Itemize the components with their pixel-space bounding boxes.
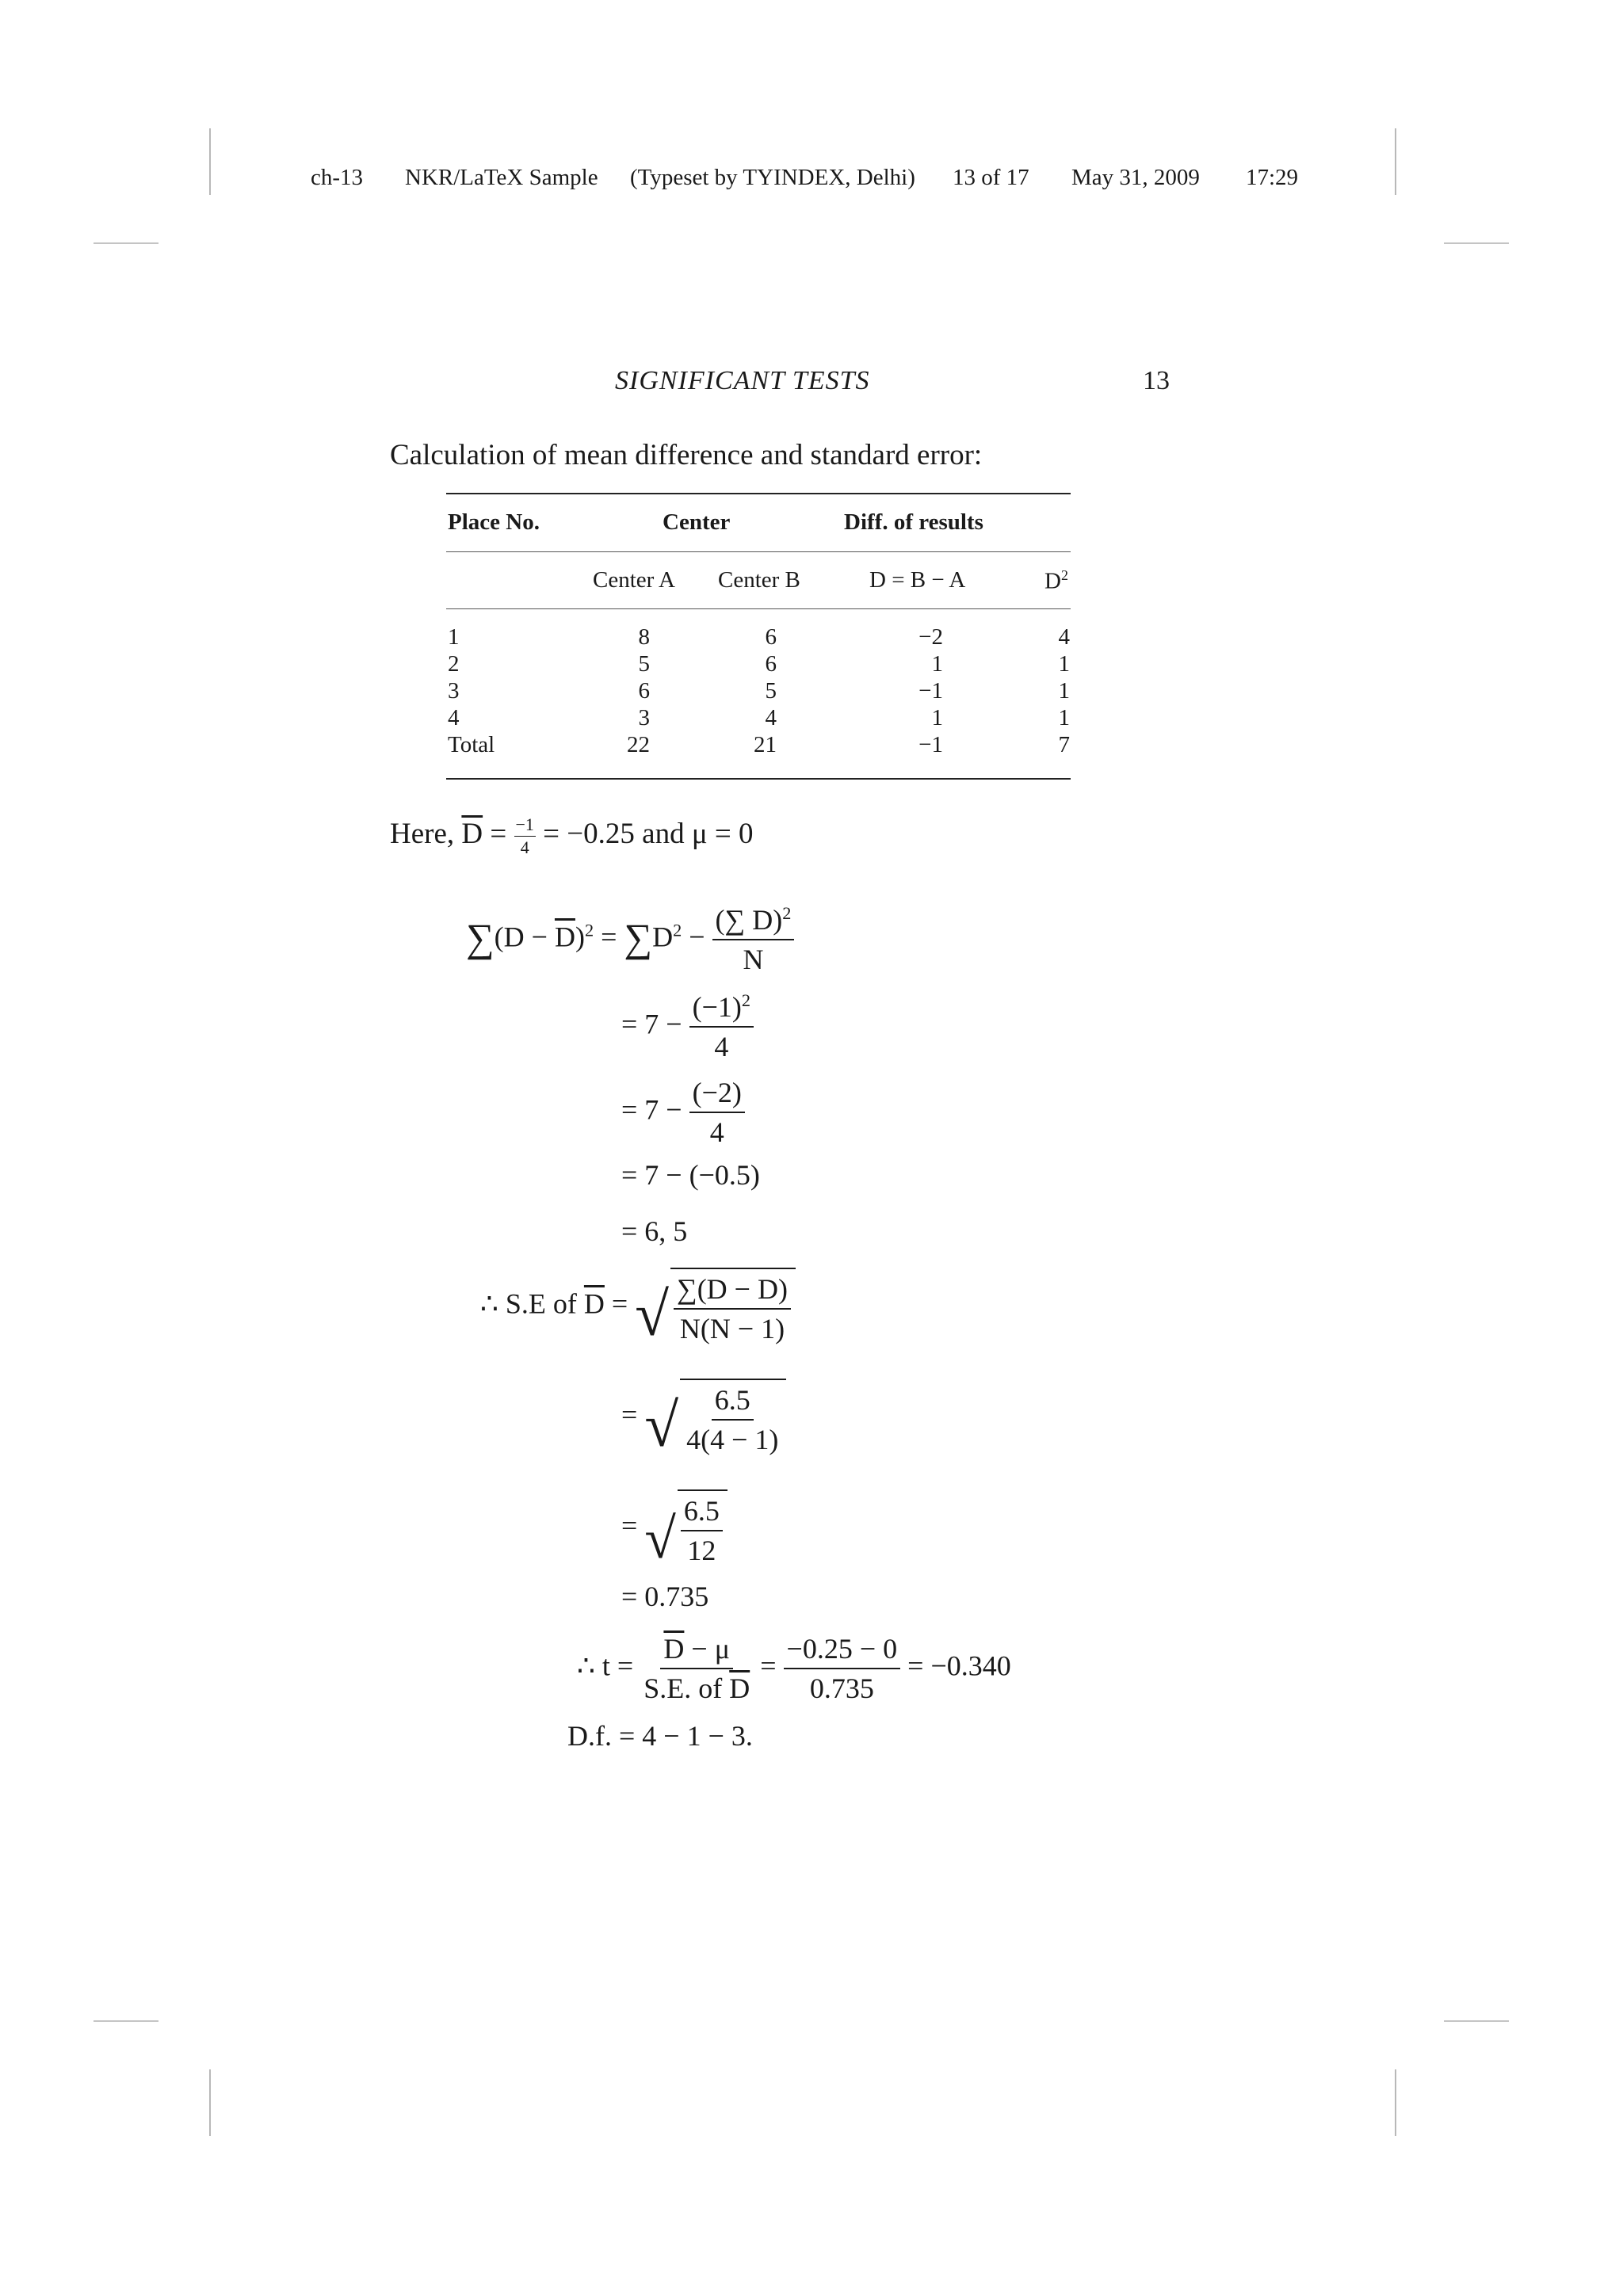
fraction: $\frac{6.5}{12}$: [681, 1494, 723, 1567]
th-place: Place No.: [448, 509, 540, 535]
fraction: $\frac{\sum(D - D)}{N(N - 1)}$: [674, 1272, 791, 1345]
crop-mark: [209, 2069, 211, 2136]
crop-mark: [94, 2020, 158, 2022]
crop-mark: [1444, 242, 1509, 244]
th-center: Center: [663, 509, 731, 535]
step-2: = 7 − $\frac{(-1)^2}{4}$: [621, 990, 754, 1063]
header-time: 17:29: [1246, 165, 1299, 190]
th-diff: Diff. of results: [844, 509, 983, 535]
place-cell: 3: [448, 678, 460, 704]
fraction: $\frac{(-1)^2}{4}$: [689, 990, 754, 1063]
crop-mark: [1444, 2020, 1509, 2022]
d2-cell: 1: [1058, 651, 1070, 677]
step-5: = 6, 5: [621, 1215, 688, 1247]
sqrt: √ $\frac{6.5}{12}$: [644, 1489, 727, 1567]
page-number: 13: [1143, 366, 1170, 395]
sum-squares-line: $\sum(D - \overline{D})^2 = \sum D^2$ − $\frac{(\sum D)^2}{N}$: [466, 903, 794, 976]
sh-d2: $D^2$: [1044, 567, 1068, 594]
table-sub-rule: [446, 608, 1071, 609]
d2-cell: 7: [1058, 732, 1070, 757]
place-cell: Total: [448, 732, 495, 757]
crop-mark: [94, 242, 158, 244]
t-statistic-line: ∴ t = $\frac{\overline{D} - \mu}{S.E. of \overline{D}}$ = $\frac{-0.25 - 0}{0.735}$ = −0.340: [577, 1633, 1011, 1704]
sqrt: √ $\frac{6.5}{4(4 - 1)}$: [644, 1379, 786, 1456]
fraction: $\frac{(-2)}{4}$: [689, 1076, 745, 1149]
center-a-cell: 22: [627, 732, 650, 757]
center-a-cell: 3: [638, 705, 650, 730]
intro-text: Calculation of mean difference and standard error:: [390, 439, 983, 471]
sh-d: D = B − A: [869, 567, 966, 593]
se-step-2: = √ $\frac{6.5}{4(4 - 1)}$: [621, 1379, 786, 1456]
center-b-cell: 6: [765, 651, 777, 677]
center-b-cell: 4: [765, 705, 777, 730]
table-bottom-rule: [446, 778, 1071, 780]
degrees-of-freedom: D.f. = 4 − 1 − 3.: [567, 1720, 753, 1752]
sh-center-b: Center B: [718, 567, 800, 593]
se-step-3: = √ $\frac{6.5}{12}$: [621, 1489, 727, 1567]
center-b-cell: 5: [765, 678, 777, 704]
header-date: May 31, 2009: [1071, 165, 1200, 190]
center-b-cell: 21: [754, 732, 777, 757]
crop-mark: [209, 128, 211, 195]
center-a-cell: 5: [638, 651, 650, 677]
fraction: $\frac{-1}{4}$: [515, 814, 534, 857]
diff-cell: −1: [918, 732, 943, 757]
d2-cell: 4: [1058, 624, 1070, 650]
d2-cell: 1: [1058, 678, 1070, 704]
diff-cell: 1: [931, 651, 943, 677]
fraction: $\frac{6.5}{4(4 - 1)}$: [686, 1384, 779, 1455]
d2-cell: 1: [1058, 705, 1070, 730]
step-3: = 7 − $\frac{(-2)}{4}$: [621, 1076, 745, 1149]
place-cell: 4: [448, 705, 460, 730]
sh-center-a: Center A: [593, 567, 675, 593]
sqrt: √ $\frac{\sum(D - D)}{N(N - 1)}$: [635, 1268, 796, 1345]
table-mid-rule: [446, 551, 1071, 552]
here-line: Here, $\overline{D}$ = $\frac{-1}{4}$ = −0.25 and μ = 0: [390, 814, 754, 857]
running-head: SIGNIFICANT TESTS: [615, 366, 870, 395]
step-4: = 7 − (−0.5): [621, 1159, 760, 1191]
fraction: $\frac{\overline{D} - \mu}{S.E. of \overline{D}}$: [643, 1633, 750, 1704]
header-sample: NKR/LaTeX Sample: [405, 165, 598, 190]
header-typeset: (Typeset by TYINDEX, Delhi): [630, 165, 915, 190]
place-cell: 2: [448, 651, 460, 677]
crop-mark: [1395, 2069, 1396, 2136]
center-b-cell: 6: [765, 624, 777, 650]
crop-mark: [1395, 128, 1396, 195]
place-cell: 1: [448, 624, 460, 650]
fraction: $\frac{(\sum D)^2}{N}$: [712, 903, 795, 976]
diff-cell: 1: [931, 705, 943, 730]
diff-cell: −1: [918, 678, 943, 704]
table-top-rule: [446, 493, 1071, 494]
center-a-cell: 6: [638, 678, 650, 704]
fraction: $\frac{-0.25 - 0}{0.735}$: [784, 1632, 901, 1705]
diff-cell: −2: [918, 624, 943, 650]
center-a-cell: 8: [638, 624, 650, 650]
header-pages: 13 of 17: [953, 165, 1029, 190]
se-line: ∴ S.E of $\overline{D}$ = √ $\frac{\sum(D - D)}{N(N - 1)}$: [480, 1268, 796, 1345]
se-step-4: = 0.735: [621, 1581, 709, 1612]
header-chapter: ch-13: [311, 165, 364, 190]
